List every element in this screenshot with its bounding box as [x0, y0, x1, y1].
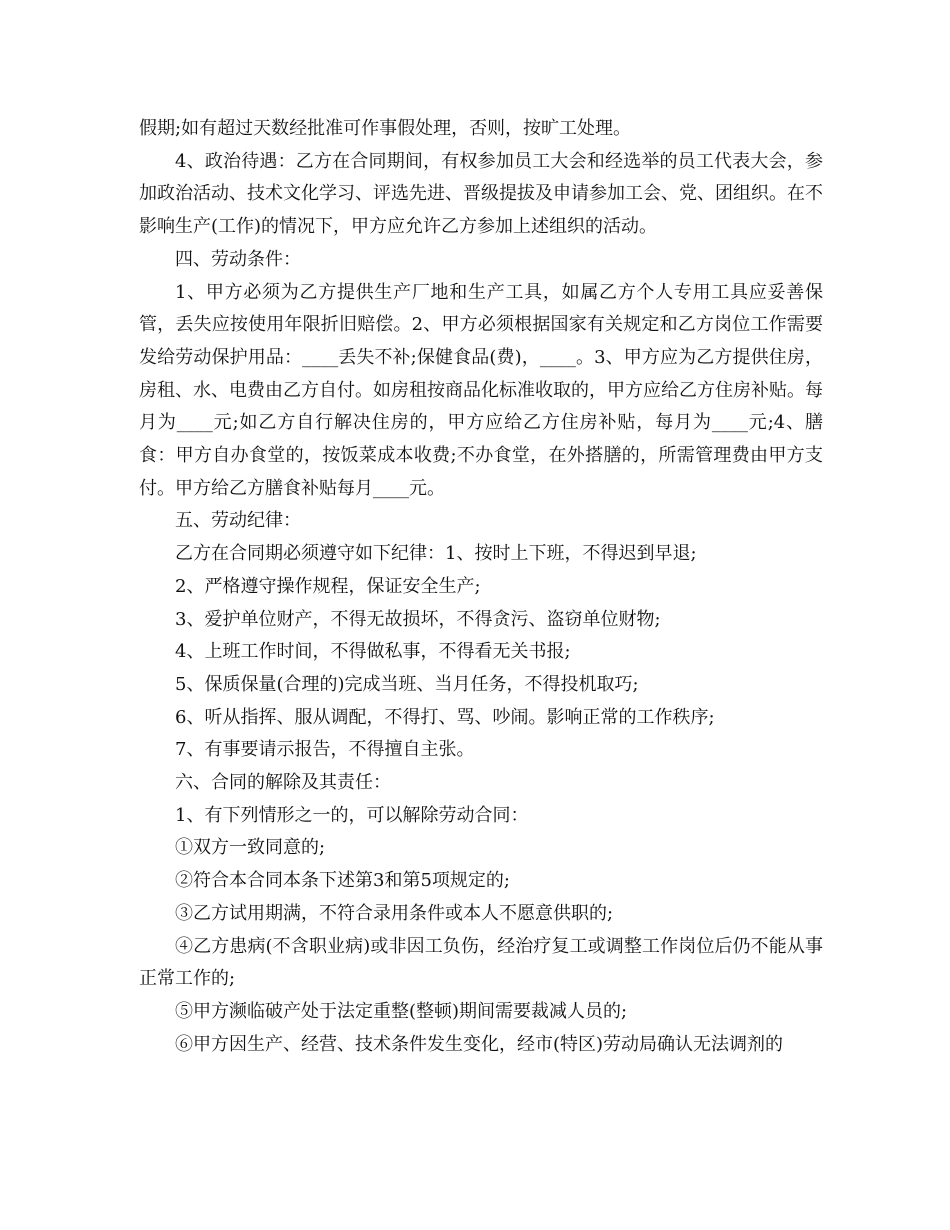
section-heading-working-conditions: 四、劳动条件： — [175, 248, 301, 270]
list-item: 5、保质保量(合理的)完成当班、当月任务，不得投机取巧; — [175, 673, 639, 695]
paragraph-political-treatment: 4、政治待遇：乙方在合同期间，有权参加员工大会和经选举的员工代表大会，参加政治活动、技术文化学习、评选先进、晋级提拔及申请参加工会、党、团组织。在不影响生产(工作)的情况下，甲方应允许乙方参加上述组织的活动。 — [139, 150, 823, 238]
section-heading-contract-termination: 六、合同的解除及其责任： — [175, 772, 391, 794]
document-body — [139, 113, 823, 1061]
list-item: 6、听从指挥、服从调配，不得打、骂、吵闹。影响正常的工作秩序; — [175, 706, 715, 728]
list-item: 1、有下列情形之一的，可以解除劳动合同： — [175, 804, 529, 826]
list-item: ①双方一致同意的; — [175, 837, 326, 859]
list-item: 3、爱护单位财产，不得无故损坏，不得贪污、盗窃单位财物; — [175, 608, 661, 630]
list-item: 4、上班工作时间，不得做私事，不得看无关书报; — [175, 641, 571, 663]
list-item: ②符合本合同本条下述第3和第5项规定的; — [175, 870, 510, 892]
section-heading-labor-discipline: 五、劳动纪律： — [175, 510, 301, 532]
list-item: 7、有事要请示报告，不得擅自主张。 — [175, 739, 475, 761]
paragraph-working-conditions: 1、甲方必须为乙方提供生产厂地和生产工具，如属乙方个人专用工具应妥善保管，丢失应按使用年限折旧赔偿。2、甲方必须根据国家有关规定和乙方岗位工作需要发给劳动保护用品：____丢失不补;保健食品(费)，____。3、甲方应为乙方提供住房，房租、水、电费由乙方自付。如房租按商品化标准收取的，甲方应给乙方住房补贴。每月为____元;如乙方自行解决住房的，甲方应给乙方住房补贴，每月为____元;4、膳食：甲方自办食堂的，按饭菜成本收费;不办食堂，在外搭膳的，所需管理费由甲方支付。甲方给乙方膳食补贴每月____元。 — [139, 281, 823, 499]
list-item: ③乙方试用期满，不符合录用条件或本人不愿意供职的; — [175, 902, 614, 924]
list-item: ④乙方患病(不含职业病)或非因工负伤，经治疗复工或调整工作岗位后仍不能从事正常工作的; — [139, 935, 823, 990]
list-item: 2、严格遵守操作规程，保证安全生产; — [175, 575, 481, 597]
list-item: 乙方在合同期必须遵守如下纪律：1、按时上下班，不得迟到早退; — [175, 543, 697, 565]
paragraph-leave-continuation: 假期;如有超过天数经批准可作事假处理，否则，按旷工处理。 — [139, 118, 632, 139]
list-item: ⑤甲方濒临破产处于法定重整(整顿)期间需要裁减人员的; — [175, 1000, 628, 1022]
list-item: ⑥甲方因生产、经营、技术条件发生变化，经市(特区)劳动局确认无法调剂的 — [175, 1033, 784, 1055]
